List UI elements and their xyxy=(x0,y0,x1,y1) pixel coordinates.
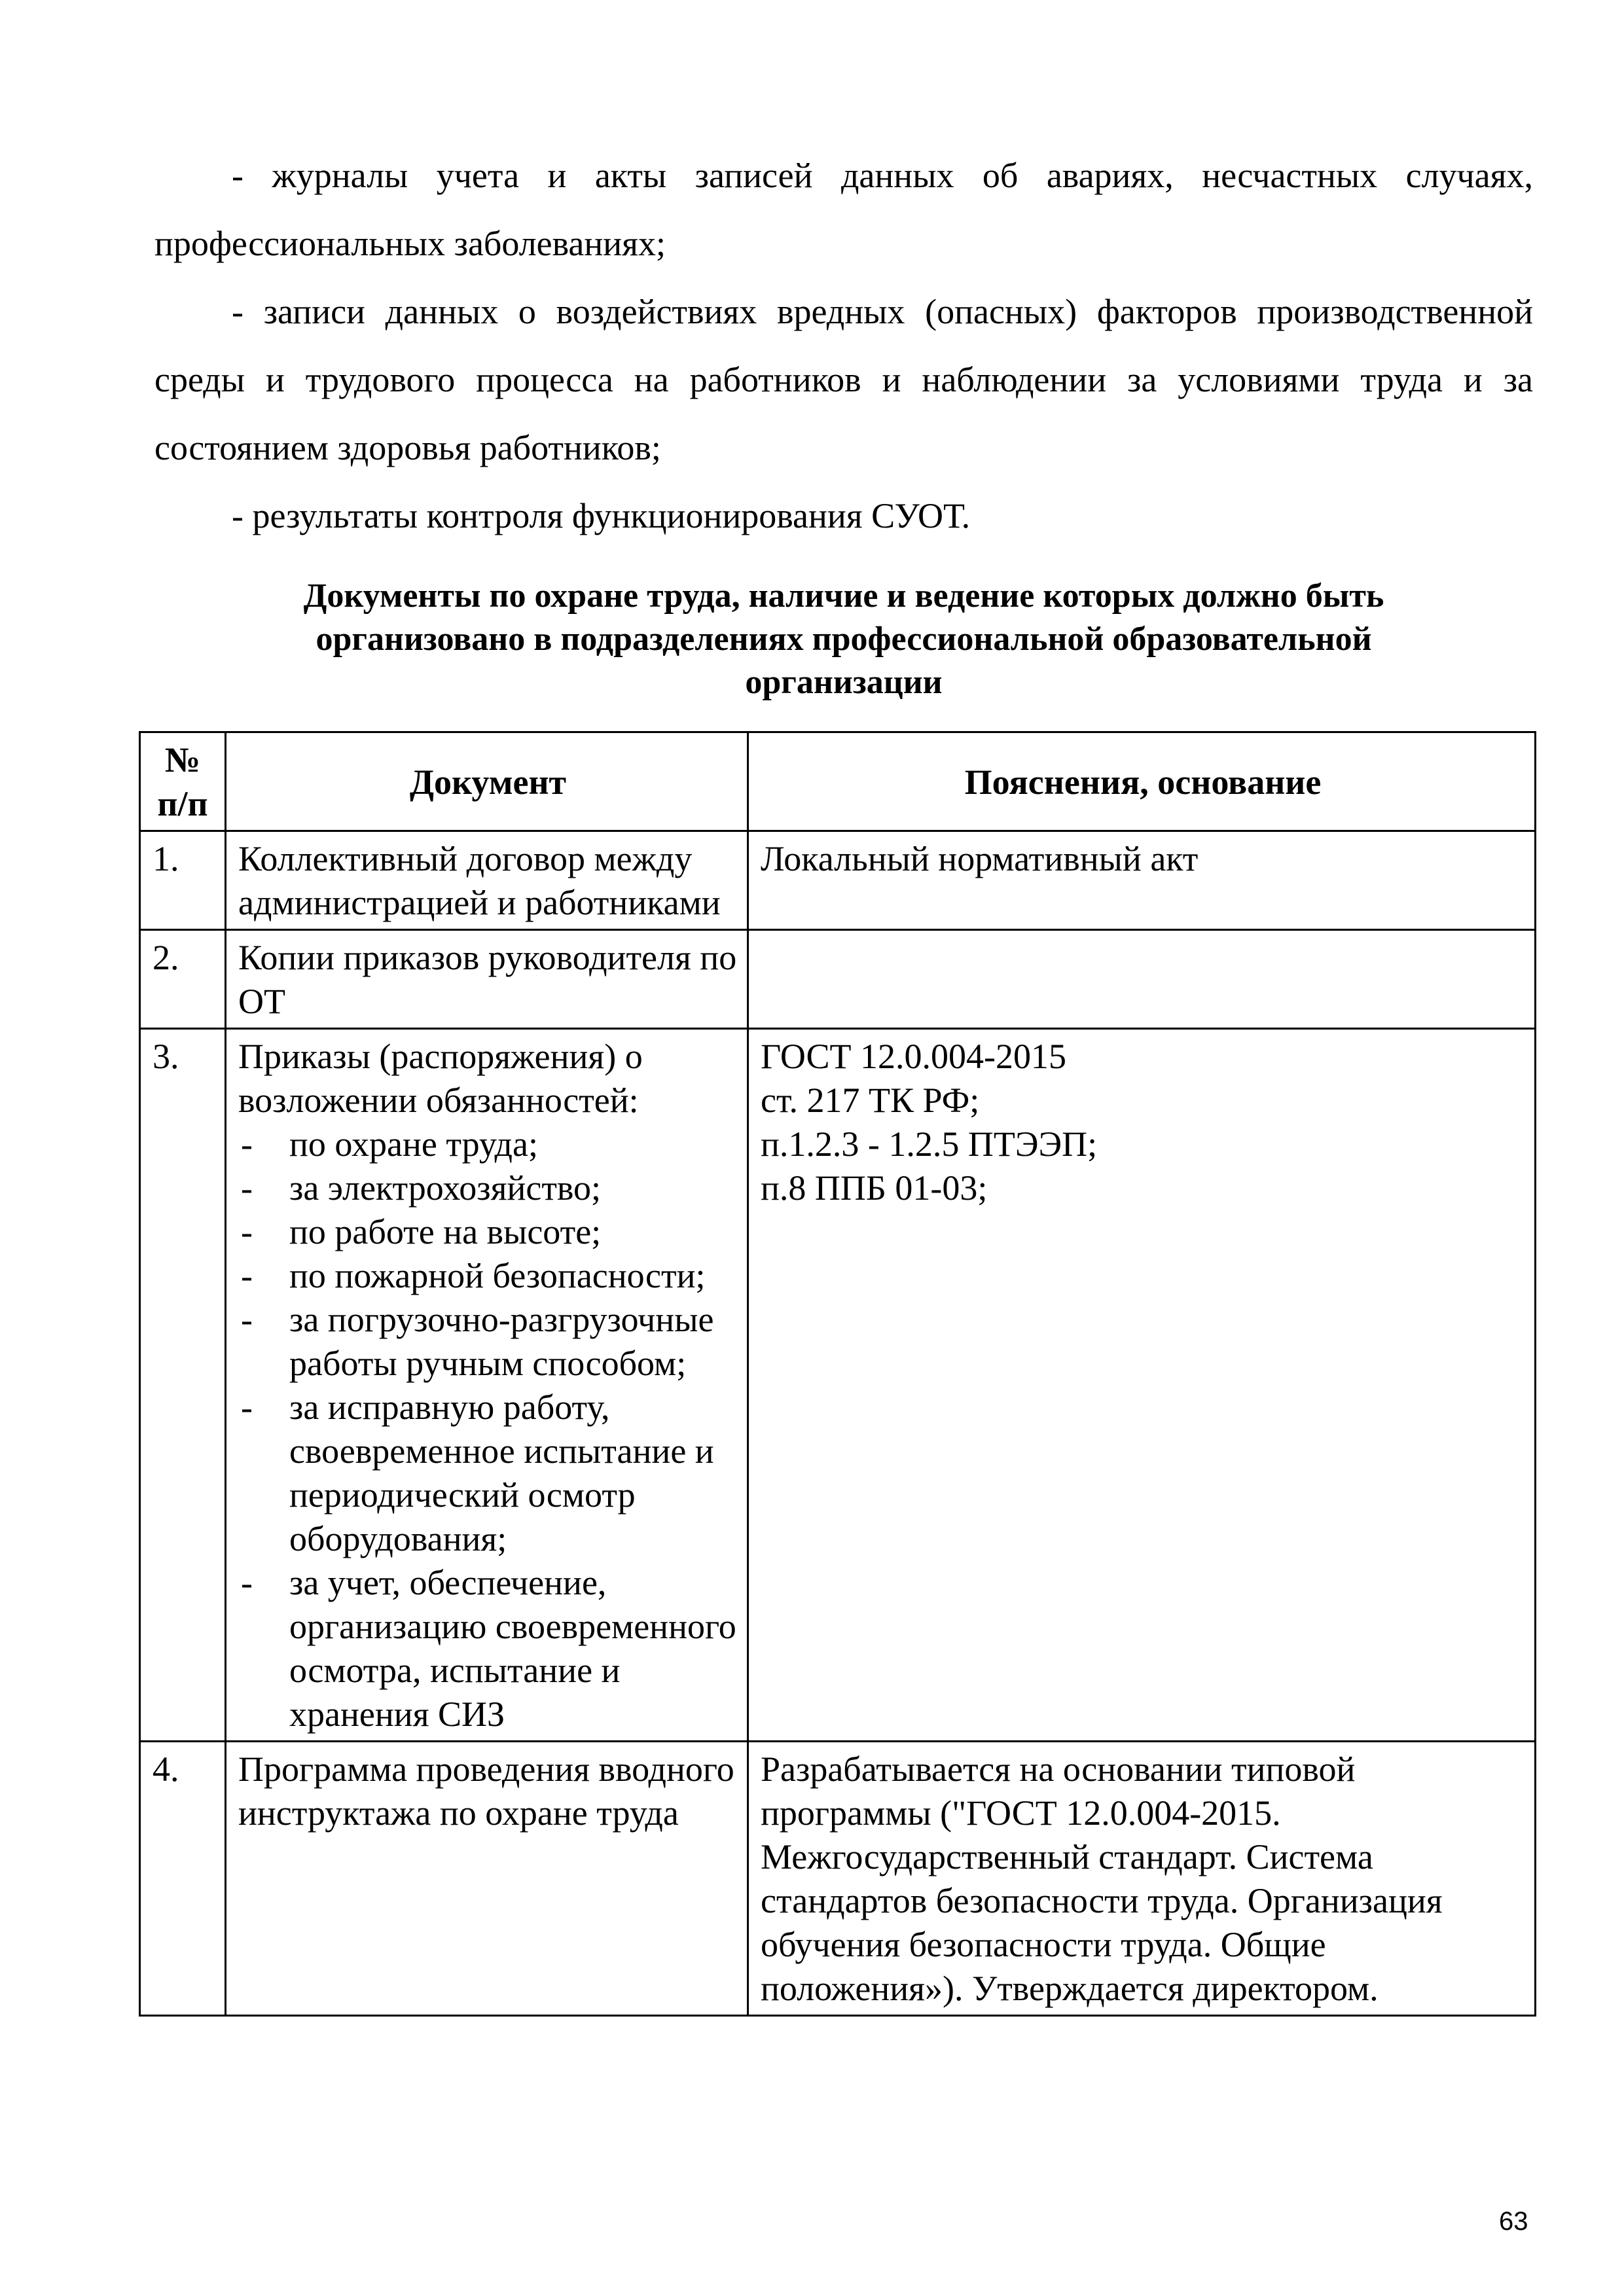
intro-paragraph-control-results: - результаты контроля функционирования СУОТ. xyxy=(232,496,971,535)
row-number: 1. xyxy=(140,831,226,930)
table-row xyxy=(140,831,1536,930)
page-number: 63 xyxy=(1499,2207,1528,2236)
list-item: - за исправную работу, своевременное испытание и периодический осмотр оборудования; xyxy=(238,1386,738,1561)
row-number: 2. xyxy=(140,930,226,1029)
header-number xyxy=(140,732,226,831)
list-item: - по пожарной безопасности; xyxy=(238,1254,738,1298)
intro-text xyxy=(154,141,1533,550)
row-document: Программа проведения вводного инструктажа по охране труда xyxy=(226,1742,748,2016)
row-notes xyxy=(748,930,1536,1029)
documents-table xyxy=(139,731,1536,2017)
header-notes: Пояснения, основание xyxy=(748,732,1536,831)
table-header-row xyxy=(140,732,1536,831)
row-document-intro: Приказы (распоряжения) о возложении обязанностей: xyxy=(238,1037,643,1120)
row-notes xyxy=(748,1029,1536,1742)
table-row xyxy=(140,1029,1536,1742)
row-document: Копии приказов руководителя по ОТ xyxy=(226,930,748,1029)
notes-line: ст. 217 ТК РФ; xyxy=(761,1081,980,1120)
header-number-label: п/п xyxy=(157,784,208,823)
intro-paragraph-accident-logs: - журналы учета и акты записей данных об авариях, несчастных случаях, профессиональных заболеваниях; xyxy=(154,156,1533,263)
row-notes: Разрабатывается на основании типовой программы ("ГОСТ 12.0.004-2015. Межгосударственный стандарт. Система стандартов безопасности труда. Организация обучения безопасности труда. Общие положения»). Утверждается директором. xyxy=(748,1742,1536,2016)
table-row xyxy=(140,930,1536,1029)
heading-line-2: организовано в подразделениях профессиональной образовательной xyxy=(316,620,1372,658)
row-document: Коллективный договор между администрацией и работниками xyxy=(226,831,748,930)
list-item: - за электрохозяйство; xyxy=(238,1166,738,1210)
notes-line: п.1.2.3 - 1.2.5 ПТЭЭП; xyxy=(761,1124,1098,1164)
list-item: - за погрузочно-разгрузочные работы ручным способом; xyxy=(238,1298,738,1386)
responsibility-list xyxy=(238,1122,738,1736)
row-notes: Локальный нормативный акт xyxy=(748,831,1536,930)
list-item: - по работе на высоте; xyxy=(238,1210,738,1254)
notes-line: ГОСТ 12.0.004-2015 xyxy=(761,1037,1067,1076)
heading-line-1: Документы по охране труда, наличие и ведение которых должно быть xyxy=(303,577,1384,615)
row-number: 4. xyxy=(140,1742,226,2016)
intro-paragraph-harmful-factors: - записи данных о воздействиях вредных (опасных) факторов производственной среды и трудового процесса на работников и наблюдении за условиями труда и за состоянием здоровья работников; xyxy=(154,292,1533,467)
header-number-symbol: № xyxy=(164,740,201,780)
section-heading xyxy=(154,575,1533,704)
table-row xyxy=(140,1742,1536,2016)
row-number: 3. xyxy=(140,1029,226,1742)
header-document: Документ xyxy=(226,732,748,831)
list-item: - по охране труда; xyxy=(238,1122,738,1166)
notes-line: п.8 ППБ 01-03; xyxy=(761,1168,988,1208)
heading-line-3: организации xyxy=(745,664,943,701)
row-document xyxy=(226,1029,748,1742)
list-item: - за учет, обеспечение, организацию своевременного осмотра, испытание и хранения СИЗ xyxy=(238,1561,738,1736)
